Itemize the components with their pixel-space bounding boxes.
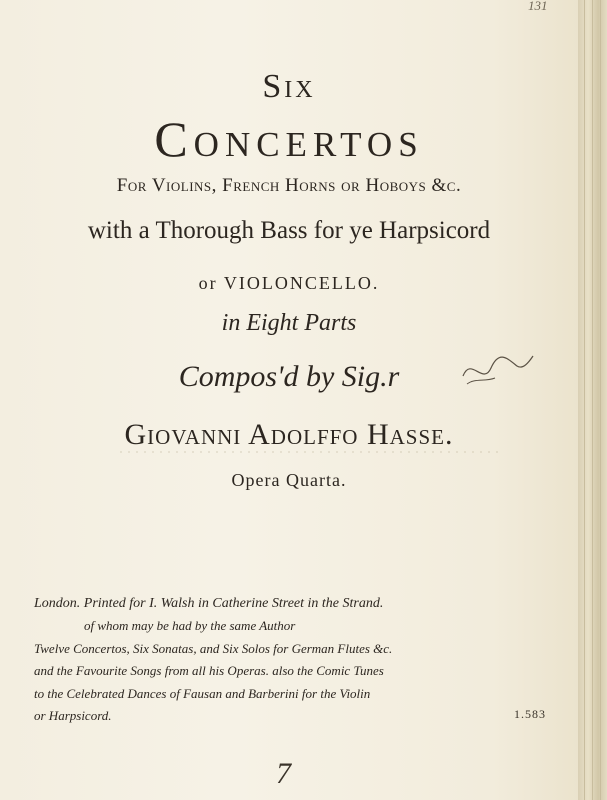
title-violoncello: or VIOLONCELLO. (198, 273, 380, 293)
title-six: Six (262, 68, 316, 105)
title-thorough-bass: with a Thorough Bass for ye Harpsicord (87, 217, 491, 244)
imprint-line-4: and the Favourite Songs from all his Operas. also the Comic Tunes (34, 663, 384, 678)
folio-mark: 7 (276, 757, 291, 790)
corner-note: 131 (528, 0, 548, 13)
title-instruments: For Violins, French Horns or Hoboys &c. (116, 175, 462, 196)
imprint-line-6: or Harpsicord. (34, 708, 112, 723)
page-edge (578, 0, 607, 800)
plate-number: 1.583 (514, 707, 546, 721)
title-composed-by: Compos'd by Sig.r (178, 360, 400, 393)
opus-number: Opera Quarta. (231, 470, 347, 490)
title-concertos: Concertos (154, 111, 424, 167)
composer-name: Giovanni Adolffo Hasse. (124, 418, 454, 451)
imprint-line-1: London. Printed for I. Walsh in Catherine Street in the Strand. (34, 596, 384, 611)
imprint-line-5: to the Celebrated Dances of Fausan and Barberini for the Violin (34, 686, 371, 701)
imprint-line-2: of whom may be had by the same Author (84, 618, 296, 633)
imprint-line-3: Twelve Concertos, Six Sonatas, and Six Solos for German Flutes &c. (34, 641, 393, 656)
title-eight-parts: in Eight Parts (221, 310, 357, 336)
